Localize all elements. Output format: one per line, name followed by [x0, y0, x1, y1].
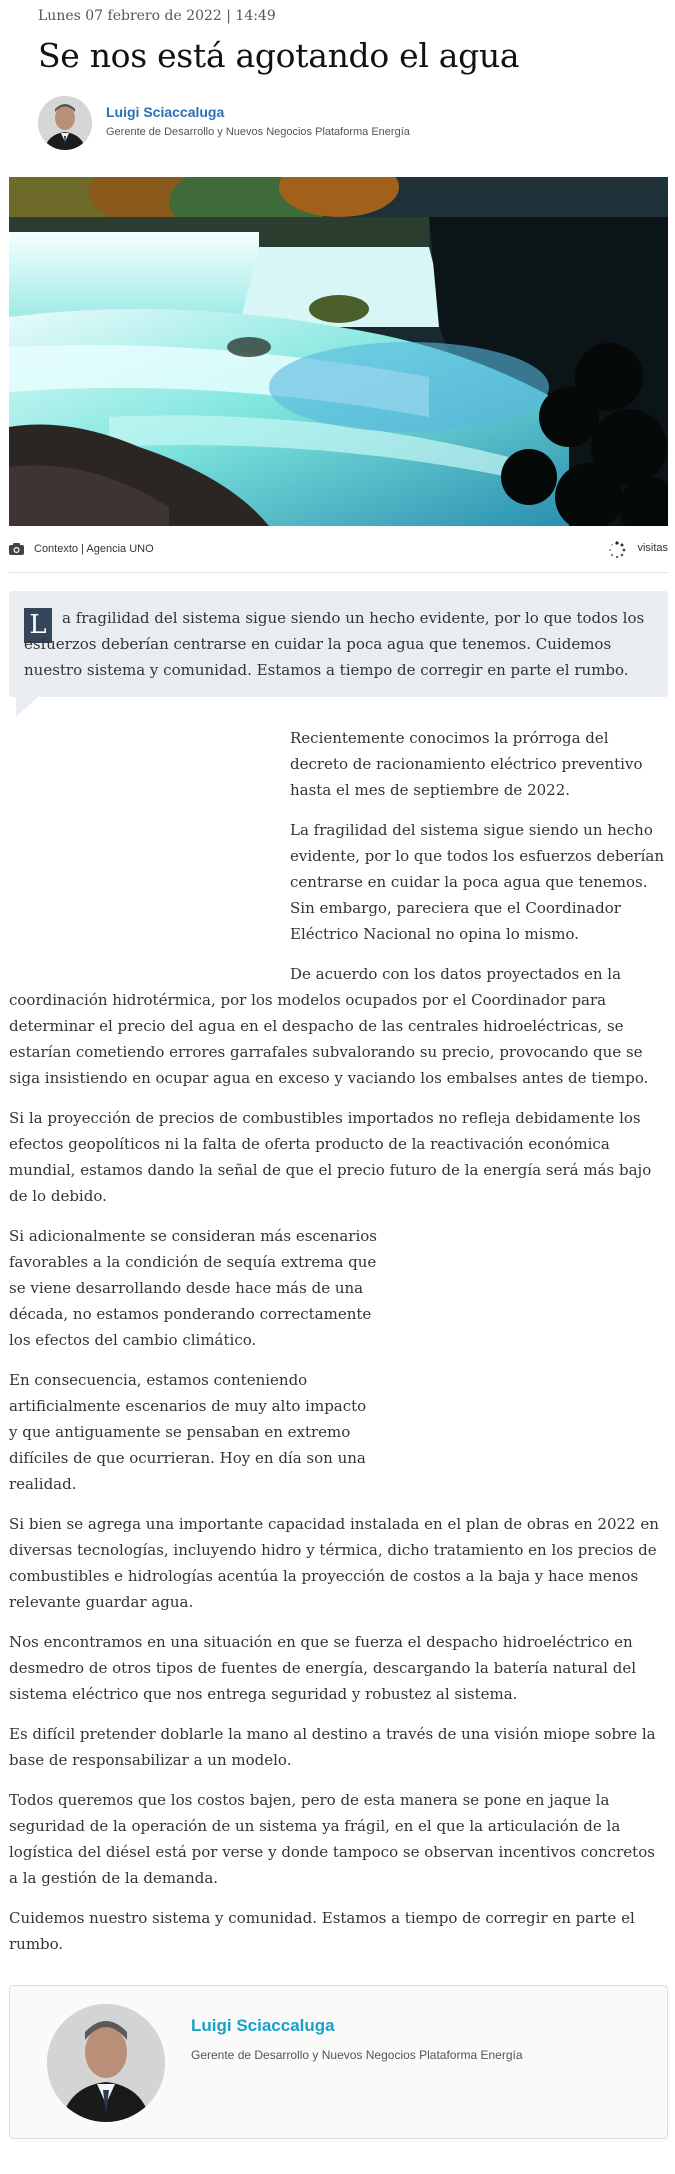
visits-label: visitas: [637, 542, 668, 554]
paragraph-10: Todos queremos que los costos bajen, pero de esta manera se pone en jaque la seguridad de la operación de un sistema ya frágil, en el que la articulación de la logística del diésel está por verse y donde tampoco se observan incentivos concretos a la gestión de la demanda.: [9, 1791, 655, 1887]
paragraph-11: Cuidemos nuestro sistema y comunidad. Estamos a tiempo de corregir en parte el rumbo.: [9, 1909, 635, 1953]
paragraph-7: Si bien se agrega una importante capacidad instalada en el plan de obras en 2022 en diversas tecnologías, incluyendo hidro y térmica, dicho tratamiento en los precios de combustibles e hidrologías acentúa la proyección de costos a la baja y hace menos relevante guardar agua.: [9, 1515, 659, 1611]
quote-tail-decoration: [16, 697, 38, 717]
paragraph-3-cont: coordinación hidrotérmica, por los modelos ocupados por el Coordinador para determinar el precio del agua en el despacho de las centrales hidroeléctricas, se estarían cometiendo errores garrafales subvalorando su precio, provocando que se siga insistiendo en ocupar agua en exceso y vaciando los embalses antes de tiempo.: [9, 991, 649, 1087]
author-bio-role: Gerente de Desarrollo y Nuevos Negocios Plataforma Energía: [191, 2048, 523, 2062]
lead-quote-box: [9, 591, 668, 697]
divider: [9, 572, 668, 573]
author-byline: [38, 96, 638, 152]
author-bio-card: [9, 1985, 668, 2139]
waterfall-illustration: [9, 177, 668, 526]
image-caption: Contexto | Agencia UNO: [34, 543, 154, 555]
author-portrait-illustration: [38, 96, 92, 150]
image-caption-bar: [9, 540, 668, 562]
author-bio-portrait-illustration: [47, 2004, 165, 2122]
article-title: Se nos está agotando el agua: [38, 36, 520, 75]
lead-text: a fragilidad del sistema sigue siendo un hecho evidente, por lo que todos los esfuerzos deberían centrarse en cuidar la poca agua que tenemos. Cuidemos nuestro sistema y comunidad. Estamos a tiempo de corregir en parte el rumbo.: [24, 609, 645, 679]
article-dateline: Lunes 07 febrero de 2022 | 14:49: [38, 8, 276, 24]
author-bio-name-link[interactable]: Luigi Sciaccaluga: [191, 2016, 335, 2035]
paragraph-4: Si la proyección de precios de combustibles importados no refleja debidamente los efectos geopolíticos ni la falta de oferta producto de la reactivación económica mundial, estamos dando la señal de que el precio futuro de la energía será más bajo de lo debido.: [9, 1109, 652, 1205]
author-bio-avatar[interactable]: [47, 2004, 165, 2122]
paragraph-8: Nos encontramos en una situación en que se fuerza el despacho hidroeléctrico en desmedro de otros tipos de fuentes de energía, descargando la batería natural del sistema eléctrico que nos entrega seguridad y robustez al sistema.: [9, 1633, 637, 1703]
paragraph-1: Recientemente conocimos la prórroga del decreto de racionamiento eléctrico preventivo hasta el mes de septiembre de 2022.: [290, 729, 643, 799]
paragraph-9: Es difícil pretender doblarle la mano al destino a través de una visión miope sobre la base de responsabilizar a un modelo.: [9, 1725, 656, 1769]
paragraph-2: La fragilidad del sistema sigue siendo un hecho evidente, por lo que todos los esfuerzos deberían centrarse en cuidar la poca agua que tenemos. Sin embargo, pareciera que el Coordinador Eléctrico Nacional no opina lo mismo.: [290, 821, 665, 943]
dropcap-letter: L: [24, 608, 52, 643]
author-role: Gerente de Desarrollo y Nuevos Negocios Plataforma Energía: [106, 126, 410, 138]
author-name-link[interactable]: Luigi Sciaccaluga: [106, 104, 225, 120]
spinner-icon: [608, 541, 626, 559]
paragraph-5: Si adicionalmente se consideran más escenarios favorables a la condición de sequía extrema que se viene desarrollando desde hace más de una década, no estamos ponderando correctamente los efectos del cambio climático.: [9, 1227, 377, 1349]
paragraph-6: En consecuencia, estamos conteniendo artificialmente escenarios de muy alto impacto y que antiguamente se pensaban en extremo difíciles de que ocurrieran. Hoy en día son una realidad.: [9, 1371, 367, 1493]
paragraph-3-start: De acuerdo con los datos proyectados en la: [290, 965, 622, 983]
camera-icon: [9, 543, 24, 555]
author-avatar[interactable]: [38, 96, 92, 150]
hero-image-waterfall: [9, 177, 668, 526]
